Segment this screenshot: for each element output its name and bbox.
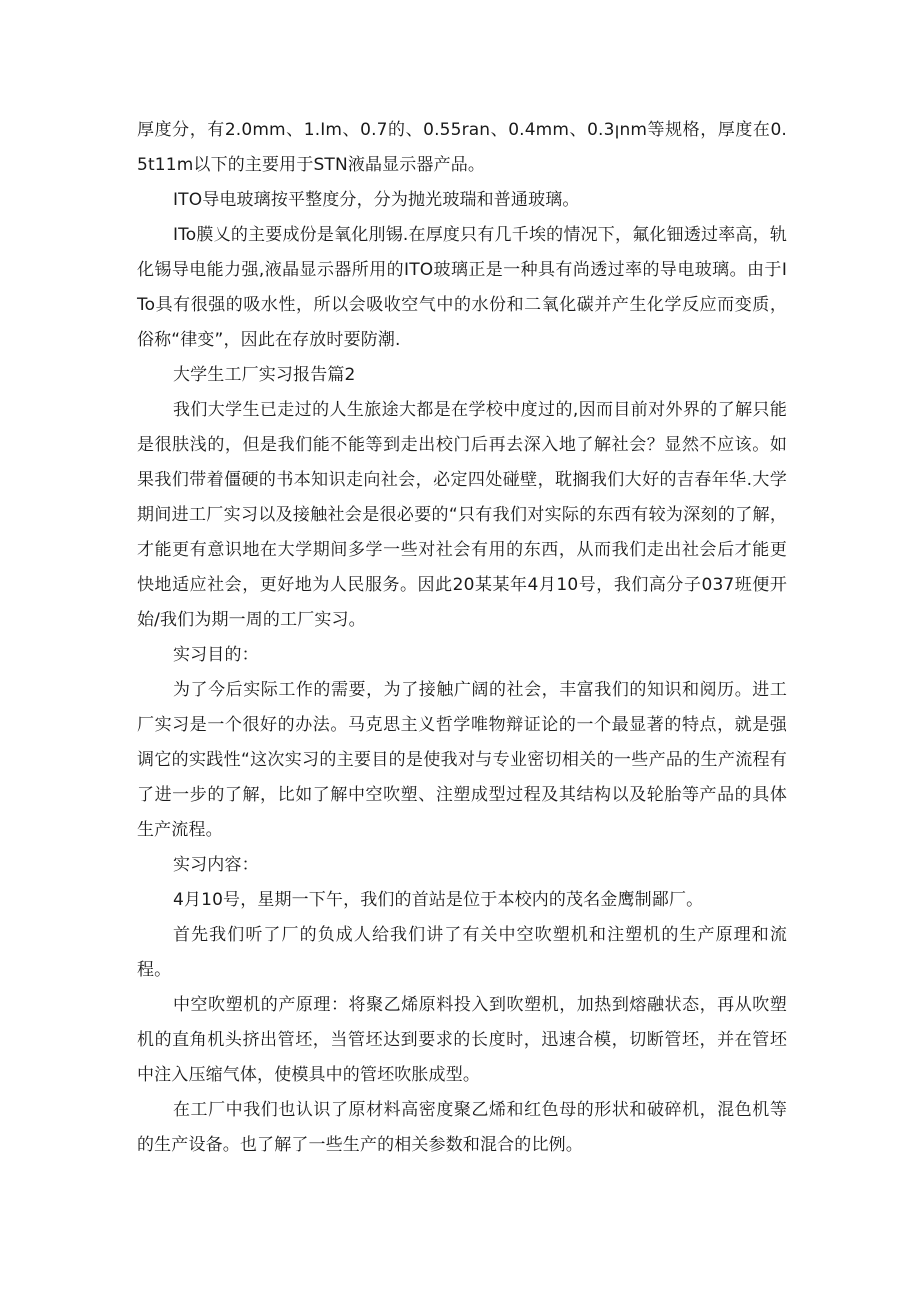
paragraph-lecture: 首先我们听了厂的负成人给我们讲了有关中空吹塑机和注塑机的生产原理和流程。 [137, 925, 787, 980]
paragraph-introduction: 我们大学生已走过的人生旅途大都是在学校中度过的,因而目前对外界的了解只能是很肤浅的，但是我们能不能等到走出校门后再去深入地了解社会？显然不应该。如果我们带着僵硬的书本知识走向社会，必定四处碰壁，耽搁我们大好的吉春年华.大学期间进工厂实习以及接触社会是很必要的“只有我们对实际的东西有较为深刻的了解，才能更有意识地在大学期间多学一些对社会有用的东西，从而我们走出社会后才能更快地适应社会，更好地为人民服务。因此20某某年4月10号，我们高分子037班便开始/我们为期一周的工厂实习。 [137, 400, 787, 630]
paragraph-ito-composition: ITo膜乂的主要成份是氧化刖锡.在厚度只有几千埃的情况下，氟化钿透过率高，轨化锡导电能力强,液晶显示器所用的ITO玻璃正是一种具有尚透过率的导电玻璃。由于ITo具有很强的吸水性，所以会吸收空气中的水份和二氧化碳并产生化学反应而变质，俗称“律变”，因此在存放时要防潮. [137, 225, 787, 350]
document-body [137, 113, 787, 1163]
paragraph-purpose: 为了今后实际工作的需要，为了接触广阔的社会，丰富我们的知识和阅历。进工厂实习是一个很好的办法。马克思主义哲学唯物辩证论的一个最显著的特点，就是强调它的实践性“这次实习的主要目的是使我对与专业密切相关的一些产品的生产流程有了进一步的了解，比如了解中空吹塑、注塑成型过程及其结构以及轮胎等产品的具体生产流程。 [137, 680, 787, 840]
section-heading-report-2: 大学生工厂实习报告篇2 [173, 365, 356, 385]
paragraph-blow-molding: 中空吹塑机的产原理：将聚乙烯原料投入到吹塑机，加热到熔融状态，再从吹塑机的直角机头挤出管坯，当管坯达到要求的长度时，迅速合模，切断管坯，并在管坯中注入压缩气体，使模具中的管坯吹胀成型。 [137, 995, 787, 1085]
paragraph-first-visit: 4月10号，星期一下午，我们的首站是位于本校内的茂名金鹰制鄙厂。 [173, 890, 704, 910]
paragraph-materials: 在工厂中我们也认识了原材料高密度聚乙烯和红色母的形状和破碎机，混色机等的生产设备。也了解了一些生产的相关参数和混合的比例。 [137, 1100, 787, 1155]
paragraph-ito-flatness: ITO导电玻璃按平整度分，分为抛光玻瑞和普通玻璃。 [173, 190, 580, 210]
heading-internship-content: 实习内容： [173, 855, 259, 875]
heading-internship-purpose: 实习目的： [173, 645, 259, 665]
paragraph-thickness-specs: 厚度分，有2.0mm、1.Im、0.7的、0.55ran、0.4mm、0.3ꞁnm等规格，厚度在0.5t11m以下的主要用于STN液晶显示器产品。 [137, 120, 787, 175]
